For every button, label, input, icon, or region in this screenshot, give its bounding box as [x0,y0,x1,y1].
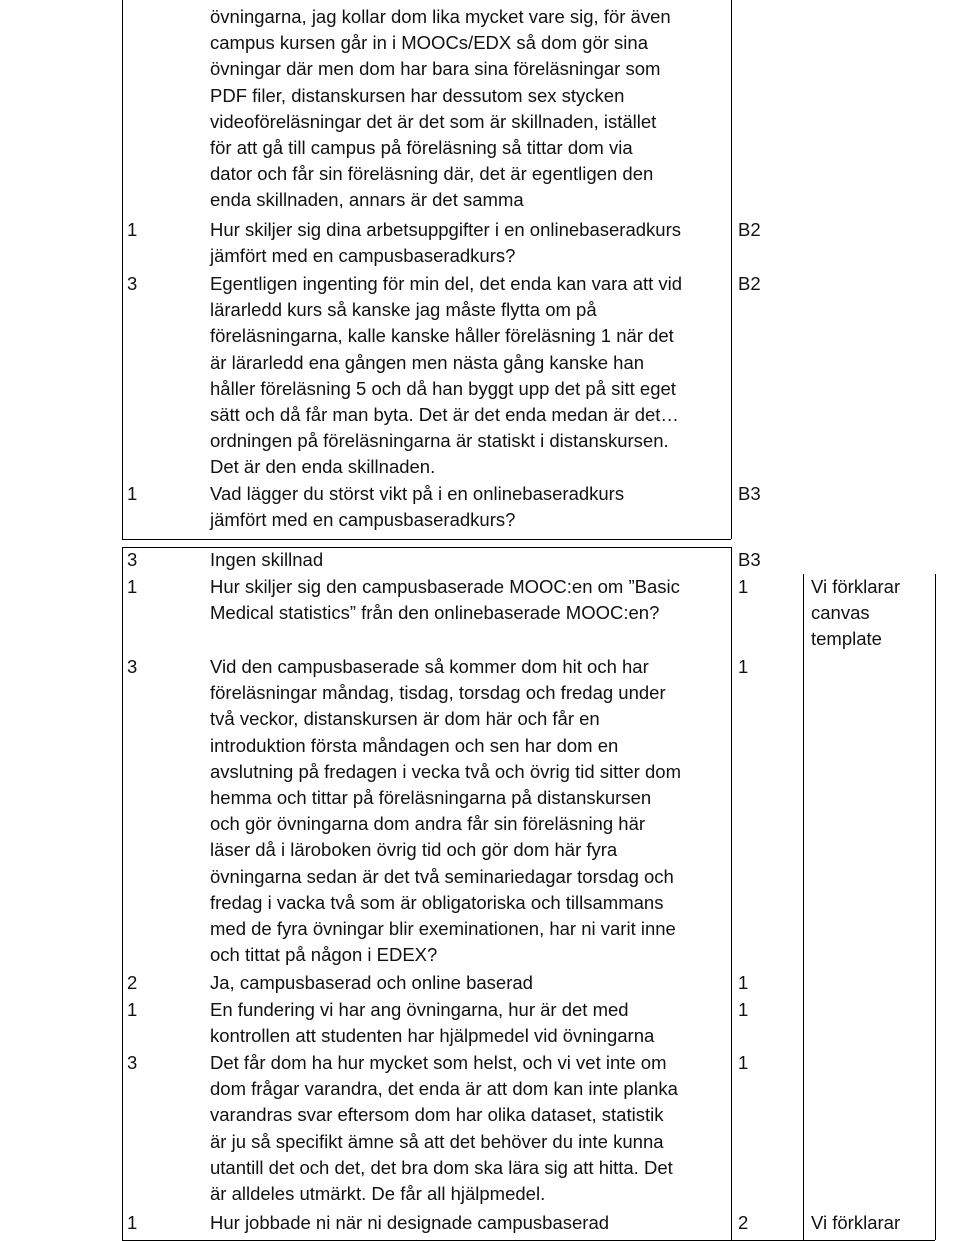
transcript-text: Hur skiljer sig dina arbetsuppgifter i en onlinebaseradkurs jämfört med en campusbaseradkurs? [210,219,681,267]
speaker-number: 1 [127,219,138,240]
comment-text: Vi förklarar [811,1212,901,1233]
speaker-number: 3 [127,273,138,294]
speaker-number: 3 [127,549,138,570]
code-label: B3 [738,483,761,504]
code-label: 1 [738,972,749,993]
code-label: 1 [738,656,749,677]
transcript-text: övningarna, jag kollar dom lika mycket vare sig, för även campus kursen går in i MOOCs/EDX så dom gör sina övningar där men dom har bara sina föreläsningar som PDF filer, distanskursen har dessutom sex stycken videoföreläsningar det är det som är skillnaden, istället för att gå till campus på föreläsning så tittar dom via dator och får sin föreläsning där, det är egentligen den enda skillnaden, annars är det samma [210,6,671,211]
comment-text: Vi förklarar canvas template [811,576,901,650]
code-label: 1 [738,999,749,1020]
code-label: 1 [738,1052,749,1073]
code-label: B2 [738,219,761,240]
speaker-number: 1 [127,999,138,1020]
speaker-number: 3 [127,1052,138,1073]
code-label: B2 [738,273,761,294]
transcript-text: Det får dom ha hur mycket som helst, och vi vet inte om dom frågar varandra, det enda är att dom kan inte planka varandras svar eftersom dom har olika dataset, statistik är ju så specifikt ämne så att det behöver du inte kunna utantill det och det, det bra dom ska lära sig att hitta. Det är alldeles utmärkt. De får all hjälpmedel. [210,1052,678,1205]
table-border-left [122,0,123,539]
table-border-left [122,547,123,1240]
speaker-number: 2 [127,972,138,993]
transcript-text: Vad lägger du störst vikt på i en onlinebaseradkurs jämfört med en campusbaseradkurs? [210,483,625,531]
transcript-text: En fundering vi har ang övningarna, hur är det med kontrollen att studenten har hjälpmedel vid övningarna [210,999,655,1047]
speaker-number: 1 [127,483,138,504]
code-label: B3 [738,549,761,570]
code-label: 2 [738,1212,749,1233]
code-column-divider [731,0,732,539]
code-column-divider [731,547,732,1240]
table-border-right [935,574,936,1240]
transcript-text: Ja, campusbaserad och online baserad [210,972,533,993]
transcript-text: Egentligen ingenting för min del, det enda kan vara att vid lärarledd kurs så kanske jag måste flytta om på föreläsningarna, kalle kanske håller föreläsning 1 när det är lärarledd ena gången men nästa gång kanske han håller föreläsning 5 och då han byggt upp det på sitt eget sätt och då får man byta. Det är det enda medan är det… ordningen på föreläsningarna är statiskt i distanskursen. Det är den enda skillnaden. [210,273,683,478]
comment-column-divider [803,574,804,1240]
transcript-text: Ingen skillnad [210,549,324,570]
transcript-text: Hur jobbade ni när ni designade campusbaserad [210,1212,610,1233]
speaker-number: 1 [127,576,138,597]
speaker-number: 1 [127,1212,138,1233]
row-divider [122,539,731,540]
transcript-text: Hur skiljer sig den campusbaserade MOOC:en om ”Basic Medical statistics” från den onlinebaserade MOOC:en? [210,576,680,624]
transcript-text: Vid den campusbaserade så kommer dom hit och har föreläsningar måndag, tisdag, torsdag och fredag under två veckor, distanskursen är dom här och får en introduktion första måndagen och sen har dom en avslutning på fredagen i vecka två och övrig tid sitter dom hemma och tittar på föreläsningarna på distanskursen och gör övningarna dom andra får sin föreläsning här läser då i läroboken övrig tid och gör dom här fyra övningarna sedan är det två seminariedagar torsdag och fredag i vacka två som är obligatoriska och tillsammans med de fyra övningar blir exeminationen, har ni varit inne och tittat på någon i EDEX? [210,656,681,966]
code-label: 1 [738,576,749,597]
speaker-number: 3 [127,656,138,677]
